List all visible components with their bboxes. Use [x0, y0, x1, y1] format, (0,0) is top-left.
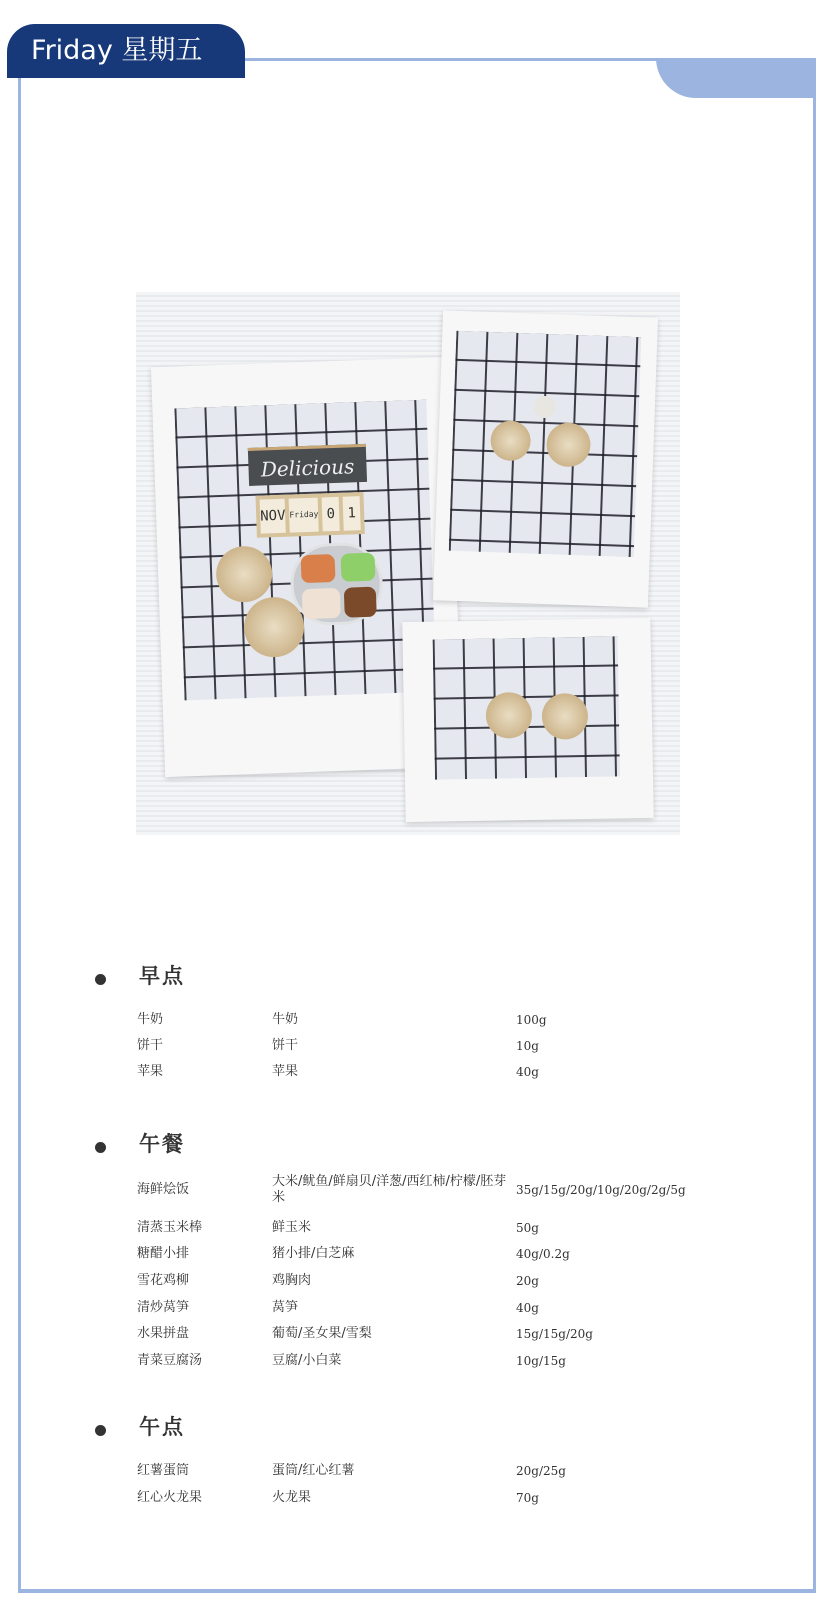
section-title-text: 午点: [139, 1415, 185, 1439]
calendar-weekday: Friday: [289, 498, 319, 533]
chalkboard-sign: Delicious: [248, 444, 367, 486]
dish-ingredients: 猪小排/白芝麻: [272, 1246, 355, 1261]
apple-plate: [546, 422, 592, 468]
breakfast-photo: [449, 331, 642, 557]
section-bullet: [95, 1425, 106, 1436]
dish-ingredients: 豆腐/小白菜: [272, 1353, 342, 1368]
snack-photo: [433, 636, 620, 779]
dish-ingredients: 苹果: [272, 1064, 299, 1079]
egg-roll-plate: [486, 692, 533, 739]
dish-name: 雪花鸡柳: [137, 1273, 190, 1288]
dish-name: 红心火龙果: [137, 1490, 203, 1505]
dish-ingredients: 鲜玉米: [272, 1220, 312, 1235]
calendar-digit-1: 0: [322, 497, 340, 532]
section-title: [128, 1411, 196, 1441]
calendar-digit-2: 1: [343, 496, 361, 531]
lunch-tray: [289, 541, 384, 626]
dish-amount: 40g/0.2g: [516, 1247, 570, 1261]
dish-name: 牛奶: [137, 1012, 164, 1027]
page-title: Friday 星期五: [7, 24, 245, 78]
dish-name: 饼干: [137, 1038, 164, 1053]
dish-amount: 40g: [516, 1301, 539, 1315]
section-bullet: [95, 1142, 106, 1153]
dish-amount: 10g/15g: [516, 1354, 566, 1368]
dish-name: 水果拼盘: [137, 1326, 190, 1341]
section-bullet: [95, 974, 106, 985]
dish-name: 海鲜烩饭: [137, 1182, 190, 1197]
dish-ingredients: 葡萄/圣女果/雪梨: [272, 1326, 372, 1341]
dish-name: 红薯蛋筒: [137, 1463, 190, 1478]
dish-amount: 70g: [516, 1491, 539, 1505]
dish-amount: 20g: [516, 1274, 539, 1288]
dish-ingredients: 鸡胸肉: [272, 1273, 312, 1288]
dish-name: 清炒莴笋: [137, 1300, 190, 1315]
dish-name: 糖醋小排: [137, 1246, 190, 1261]
dish-amount: 20g/25g: [516, 1464, 566, 1478]
polaroid-snack: [402, 618, 653, 822]
dish-name: 苹果: [137, 1064, 164, 1079]
wooden-calendar: [255, 492, 364, 538]
dish-amount: 10g: [516, 1039, 539, 1053]
section-title: [128, 1128, 196, 1158]
dish-ingredients: 蛋筒/红心红薯: [272, 1463, 355, 1478]
dish-ingredients: 饼干: [272, 1038, 299, 1053]
dish-name: 清蒸玉米棒: [137, 1220, 203, 1235]
dish-amount: 35g/15g/20g/10g/20g/2g/5g: [516, 1183, 686, 1197]
lunch-photo: [174, 400, 436, 701]
dish-ingredients: 大米/鱿鱼/鲜扇贝/洋葱/西红柿/柠檬/胚芽米: [272, 1174, 507, 1205]
biscuit-plate: [490, 420, 531, 461]
calendar-month: NOV: [260, 499, 286, 534]
dish-amount: 50g: [516, 1221, 539, 1235]
dish-ingredients: 牛奶: [272, 1012, 299, 1027]
dish-ingredients: 火龙果: [272, 1490, 312, 1505]
meal-photo-collage: [136, 292, 680, 835]
dish-amount: 100g: [516, 1013, 547, 1027]
dish-amount: 15g/15g/20g: [516, 1327, 593, 1341]
soup-bowl: [215, 545, 273, 603]
dish-ingredients: 莴笋: [272, 1300, 299, 1315]
frame-corner-decoration: [656, 58, 816, 98]
section-title-text: 午餐: [139, 1132, 185, 1156]
pitaya-plate: [542, 693, 589, 740]
dish-name: 青菜豆腐汤: [137, 1353, 203, 1368]
section-title: [128, 960, 196, 990]
polaroid-breakfast: [433, 310, 658, 607]
section-title-text: 早点: [139, 964, 185, 988]
dish-amount: 40g: [516, 1065, 539, 1079]
milk-cup: [533, 396, 556, 419]
